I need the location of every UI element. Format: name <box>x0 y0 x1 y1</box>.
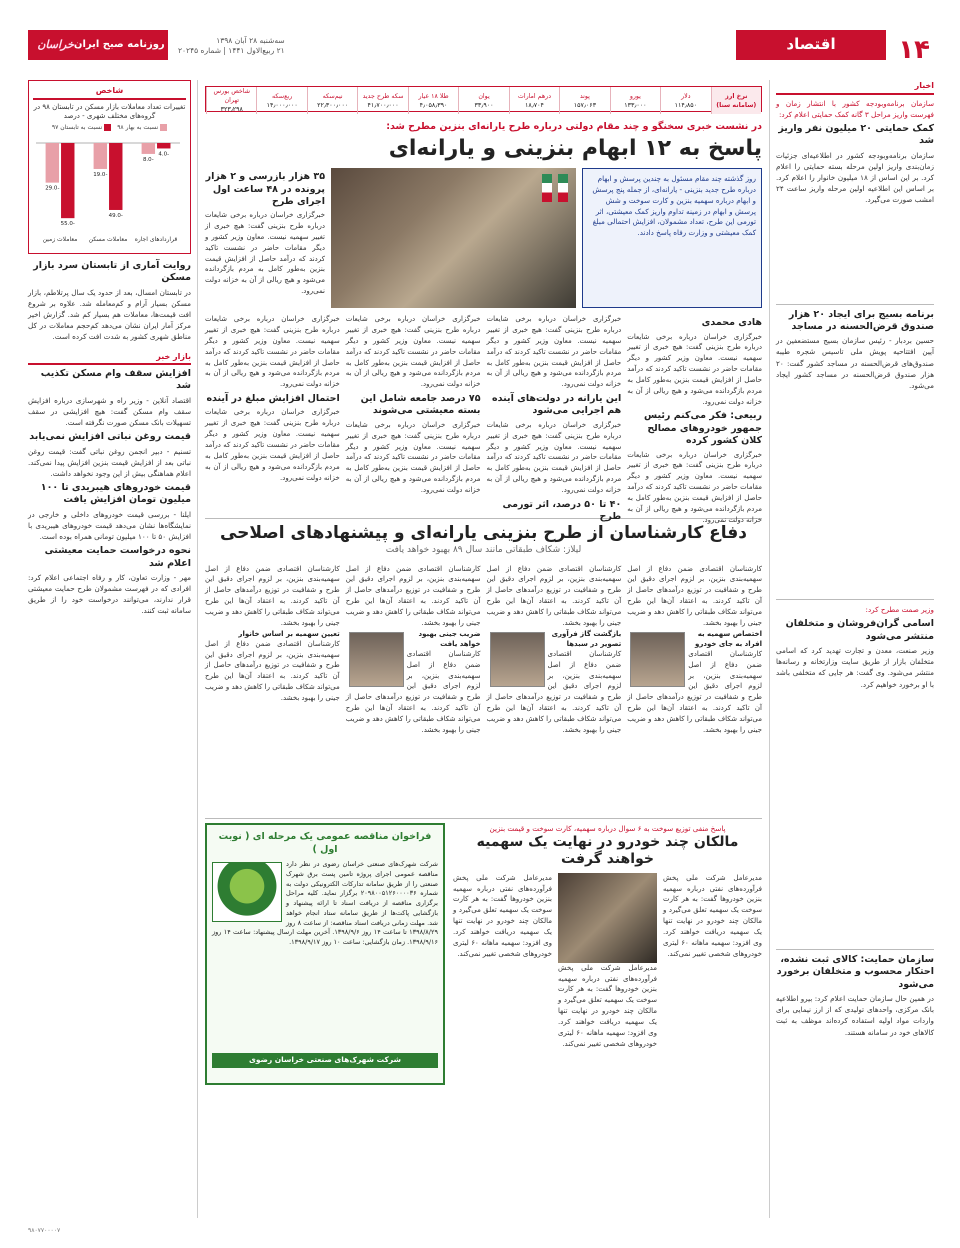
left-brief-2-text: اقتصاد آنلاین - وزیر راه و شهرسازی درباره افزایش سقف وام مسکن گفت: هیچ افزایشی در سقف تسهیلات بانک مسکن صورت نگرفته است. <box>28 395 191 428</box>
legend-swatch <box>160 124 167 131</box>
footer-code: ۹۸۰۷۷۰۰۰۰۷ <box>28 1227 61 1235</box>
brief-4-title: سازمان حمایت: کالای ثبت نشده، احتکار محسوب و متخلفان برخورد می‌شود <box>776 954 934 990</box>
expert-caption-3: ضریب جینی بهبود خواهد یافت <box>418 629 481 648</box>
left-brief-3-text: تسنیم - دبیر انجمن روغن نباتی گفت: قیمت روغن نباتی بعد از افزایش قیمت بنزین افزایش پیدا نمی‌کند. اعلام هماهنگی بیش از این وجود نخواهد داشت. <box>28 446 191 478</box>
expert-portrait <box>490 632 545 687</box>
lead-col-4-text-b: خبرگزاری خراسان درباره برخی شایعات درباره طرح بنزینی گفت: هیچ خبری از تغییر سهمیه نیست. معاون وزیر کشور و دیگر مقامات حاضر در نشست تاکید کردند که درآمد حاصل از افزایش قیمت بنزین به‌طور کامل به مردم بازگردانده می‌شود و هیچ ریالی از آن به خزانه دولت نمی‌رود. <box>205 408 340 482</box>
chart-category-label: معاملات مسکن <box>88 236 128 244</box>
ticker-item-value: ۴٫۰۵۸٫۳۹۰ <box>419 101 448 109</box>
press-conference-photo <box>331 168 576 308</box>
section-title: اقتصاد <box>736 30 886 60</box>
second-text: کارشناسان اقتصادی ضمن دفاع از اصل سهمیه‌بندی بنزین، بر لزوم اجرای دقیق این طرح و شفافیت در توزیع درآمدهای حاصل از آن تاکید کردند. به اعتقاد آن‌ها این طرح می‌تواند شکاف طبقاتی را کاهش دهد و ضریب جینی را بهبود بخشد. <box>205 639 340 702</box>
lead-col-1-text: خبرگزاری خراسان درباره برخی شایعات درباره طرح بنزینی گفت: هیچ خبری از تغییر سهمیه نیست. معاون وزیر کشور و دیگر مقامات حاضر در نشست تاکید کردند که درآمد حاصل از افزایش قیمت بنزین به‌طور کامل به مردم بازگردانده می‌شود و هیچ ریالی از آن به خزانه دولت نمی‌رود. <box>627 332 762 406</box>
flag-icon <box>542 174 552 202</box>
index-kicker: شاخص <box>33 85 186 100</box>
divider <box>776 599 934 600</box>
chart-category-label: قراردادهای اجاره <box>134 236 178 244</box>
expert-caption-4: تعیین سهمیه بر اساس خانوار <box>238 629 340 638</box>
left-brief-1-text: در تابستان امسال، بعد از حدود یک سال پرتلاطم، بازار مسکن بسیار آرام و کم‌معامله شد. علاوه بر شروع افت قیمت‌ها، معاملات هم بسیار کم شد. گزارش اخیر مرکز آمار ایران نشان می‌دهد کم‌حجم معاملات در کل مناطق شهری کشور به شدت افت کرده است. <box>28 287 191 342</box>
third-story <box>453 823 762 1093</box>
third-body <box>453 873 762 1093</box>
news-kicker: اخبار <box>776 80 934 95</box>
chart-data-label: -49.0 <box>108 213 123 220</box>
divider <box>776 304 934 305</box>
brief-2-text: حسین بردبار - رئیس سازمان بسیج مستضعفین در آیین افتتاحیه پویش ملی تاسیس شجره طیبه صندوق‌های قرض‌الحسنه در مساجد کشور گفت: ۲۰ هزار صندوق قرض‌الحسنه در مساجد کشور ایجاد می‌شود. <box>776 336 934 390</box>
brand-name: روزنامه صبح ایران <box>73 38 165 50</box>
lead-sub-6: احتمال افزایش مبلغ در آینده <box>206 393 340 405</box>
third-text: مدیرعامل شرکت ملی پخش فرآورده‌های نفتی درباره سهمیه بنزین خودروها گفت: به هر کارت سوخت یک سهمیه تعلق می‌گیرد و مالکان چند خودرو در نهایت تنها یک سهمیه دریافت خواهند کرد. وی افزود: سهمیه ماهانه ۶۰ لیتری خودروهای شخصی تغییر نمی‌کند. <box>453 873 552 958</box>
expert-portrait <box>630 632 685 687</box>
brief-3-text: وزیر صنعت، معدن و تجارت تهدید کرد که اسامی متخلفان بازار از طریق سایت وزارتخانه و رسانه‌ها منتشر می‌شود. وی گفت: هر جایی که متخلفی باشد با او برخورد خواهیم کرد. <box>776 646 934 689</box>
brief-4-text: در همین حال سازمان حمایت اعلام کرد: بیرو اطلاعیه بانک مرکزی، واحدهای تولیدی که از ارز نیمایی برای واردات مواد اولیه استفاده کرده‌اند موظف به ثبت کالاهای خود در سامانه هستند. <box>776 994 934 1037</box>
legend-label: نسبت به بهار ۹۸ <box>117 123 159 131</box>
expert-portrait <box>349 632 404 687</box>
ticker-item-value: ۳۳٫۹۰۰ <box>474 101 494 109</box>
brand-bar <box>28 30 168 60</box>
ticker-item-value: ۳۲۳٫۲۹۸ <box>220 106 243 114</box>
second-text: کارشناسان اقتصادی ضمن دفاع از اصل سهمیه‌بندی بنزین، بر لزوم اجرای دقیق این طرح و شفافیت در توزیع درآمدهای حاصل از آن تاکید کردند. به اعتقاد آن‌ها این طرح می‌تواند شکاف طبقاتی را کاهش دهد و ضریب جینی را بهبود بخشد. <box>345 564 481 627</box>
ticker-item-label: ربع‌سکه <box>272 92 293 100</box>
divider <box>205 818 762 819</box>
left-brief-1-title: روایت آماری از تابستان سرد بازار مسکن <box>33 260 191 284</box>
ticker-head-sub: (سامانه سنا) <box>716 101 757 109</box>
brief-3-kicker: وزیر صمت مطرح کرد: <box>865 605 934 615</box>
brand-sub: خراسان <box>37 38 74 52</box>
third-kicker: پاسخ منفی توزیع سوخت به ۶ سوال درباره سهمیه، کارت سوخت و قیمت بنزین <box>489 823 726 833</box>
lead-sub-1: ۳۵ هزار بازرسی و ۲ هزار پرونده در ۴۸ ساعت اول اجرای طرح <box>205 171 325 207</box>
lead-mid <box>331 168 576 308</box>
lead-side-col <box>205 168 325 308</box>
second-col-4 <box>205 564 340 814</box>
lead-body-columns <box>205 314 762 524</box>
chart-bar <box>61 143 74 218</box>
ticker-item-value: ۲۲٫۳۰۰٫۰۰۰ <box>317 101 349 109</box>
page-number: ۱۴ <box>898 35 930 65</box>
third-photo-col <box>558 873 657 1093</box>
lead-col-2 <box>487 314 622 525</box>
lead-sub-5: ۷۵ درصد جامعه شامل این بسته معیشتی می‌شوند <box>360 393 481 417</box>
ticker-item-value: ۴۱٫۷۰۰٫۰۰۰ <box>367 101 399 109</box>
second-text: کارشناسان اقتصادی ضمن دفاع از اصل سهمیه‌بندی بنزین، بر لزوم اجرای دقیق این طرح و شفافیت در توزیع درآمدهای حاصل از آن تاکید کردند. به اعتقاد آن‌ها این طرح می‌تواند شکاف طبقاتی را کاهش دهد و ضریب جینی را بهبود بخشد. <box>627 564 762 627</box>
lead-sub-4: این یارانه در دولت‌های آینده هم اجرایی می‌شود <box>492 393 622 417</box>
brief-3-title: اسامی گران‌فروشان و متخلفان منتشر می‌شود <box>785 618 934 642</box>
chart-bar <box>46 143 59 183</box>
lead-sub-2: ربیعی: فکر می‌کنم رئیس جمهور خودروهای مصالح کلان کشور کرده <box>644 410 762 447</box>
divider <box>776 949 934 950</box>
ticker-item-value: ۱۵۷٫۰۶۳ <box>573 101 597 109</box>
second-headline: دفاع کارشناسان از طرح بنزینی یارانه‌ای و پیشنهادهای اصلاحی <box>219 523 748 544</box>
tender-ad[interactable] <box>205 823 445 1085</box>
ticker-item-value: ۱۸٫۷۰۴ <box>524 101 544 109</box>
second-text: کارشناسان اقتصادی ضمن دفاع از اصل سهمیه‌بندی بنزین، بر لزوم اجرای دقیق این طرح و شفافیت در توزیع درآمدهای حاصل از آن تاکید کردند. به اعتقاد آن‌ها این طرح می‌تواند شکاف طبقاتی را کاهش دهد و ضریب جینی را بهبود بخشد. <box>205 564 340 627</box>
third-text: مدیرعامل شرکت ملی پخش فرآورده‌های نفتی درباره سهمیه بنزین خودروها گفت: به هر کارت سوخت یک سهمیه تعلق می‌گیرد و مالکان چند خودرو در نهایت تنها یک سهمیه دریافت خواهند کرد. وی افزود: سهمیه ماهانه ۶۰ لیتری خودروهای شخصی تغییر نمی‌کند. <box>663 873 762 958</box>
second-text: کارشناسان اقتصادی ضمن دفاع از اصل سهمیه‌بندی بنزین، بر لزوم اجرای دقیق این طرح و شفافیت در توزیع درآمدهای حاصل از آن تاکید کردند. به اعتقاد آن‌ها این طرح می‌تواند شکاف طبقاتی را کاهش دهد و ضریب جینی را بهبود بخشد. <box>627 649 762 734</box>
ticker-item-label: پوند <box>579 92 590 100</box>
lead-col-1-text-b: خبرگزاری خراسان درباره برخی شایعات درباره طرح بنزینی گفت: هیچ خبری از تغییر سهمیه نیست. معاون وزیر کشور و دیگر مقامات حاضر در نشست تاکید کردند که درآمد حاصل از افزایش قیمت بنزین به‌طور کامل به مردم بازگردانده می‌شود و هیچ ریالی از آن به خزانه دولت نمی‌رود. <box>627 450 762 524</box>
legend-item-1 <box>52 124 111 133</box>
flag-icon <box>558 174 568 202</box>
expert-caption-1: اختصاص سهمیه به افراد به جای خودرو <box>694 629 762 648</box>
third-headline: مالکان چند خودرو در نهایت یک سهمیه خواهند گرفت <box>476 833 739 868</box>
ticker-item-value: ۱۱۴٫۸۵۰ <box>674 101 697 109</box>
chart-bar <box>142 143 155 154</box>
chart-data-label: -55.0 <box>60 221 75 228</box>
ad-footer: شرکت شهرک‌های صنعتی خراسان رضوی <box>212 1053 438 1068</box>
lead-col-4 <box>205 314 340 525</box>
lead-col-4-text: خبرگزاری خراسان درباره برخی شایعات درباره طرح بنزینی گفت: هیچ خبری از تغییر سهمیه نیست. معاون وزیر کشور و دیگر مقامات حاضر در نشست تاکید کردند که درآمد حاصل از افزایش قیمت بنزین به‌طور کامل به مردم بازگردانده می‌شود و هیچ ریالی از آن به خزانه دولت نمی‌رود. <box>205 315 340 389</box>
ticker-item-value: ۱۳۳٫۰۰۰ <box>624 101 647 109</box>
right-column <box>769 80 934 1218</box>
ticker-item-label: یوان <box>478 92 490 100</box>
left-brief-5-text: مهر - وزارت تعاون، کار و رفاه اجتماعی اعلام کرد: افرادی که در فهرست مشمولان طرح حمایت معیشتی قرار ندارند، می‌توانند درخواست خود را از طریق سامانه ثبت کنند. <box>28 572 191 616</box>
third-text: مدیرعامل شرکت ملی پخش فرآورده‌های نفتی درباره سهمیه بنزین خودروها گفت: به هر کارت سوخت یک سهمیه تعلق می‌گیرد و مالکان چند خودرو در نهایت تنها یک سهمیه دریافت خواهند کرد. وی افزود: سهمیه ماهانه ۶۰ لیتری خودروهای شخصی تغییر نمی‌کند. <box>558 963 657 1048</box>
ticker-item-label: درهم امارات <box>517 92 552 100</box>
ticker-head-label: نرخ ارز <box>725 92 748 100</box>
brief-2-title: برنامه بسیج برای ایجاد ۲۰ هزار صندوق قرض‌الحسنه در مساجد <box>788 308 934 332</box>
lead-summary-box: روز گذشته چند مقام مسئول به چندین پرسش و ابهام درباره طرح جدید بنزینی - یارانه‌ای، از جمله پنج پرسش و ابهام درباره سهمیه بنزین و کارت سوخت و شش پرسش و ابهام در زمینه تداوم واریز کمک معیشتی، اثر تورمی این طرح، تعداد مشمولان، افزایش احتمالی مبلغ کمک معیشتی و وزارت رفاه پاسخ دادند. <box>582 168 762 308</box>
lead-kicker: در نشست خبری سخنگو و چند مقام دولتی درباره طرح یارانه‌ای بنزین مطرح شد: <box>386 121 762 132</box>
date-line-2: ۲۱ ربیع‌الاول ۱۴۴۱ | شماره ۲۰۲۴۵ <box>178 46 285 56</box>
ticker-item-label: دلار <box>681 92 691 100</box>
left-brief-4-title: قیمت خودروهای هیبریدی تا ۱۰۰ میلیون تومان افزایش یافت <box>40 482 191 506</box>
masthead <box>28 30 934 66</box>
chart-data-label: -8.0 <box>142 157 154 164</box>
second-col-1 <box>627 564 762 814</box>
left-brief-3-title: قیمت روغن نباتی افزایش نمی‌یابد <box>29 431 191 443</box>
lead-col-2-text-b: خبرگزاری خراسان درباره برخی شایعات درباره طرح بنزینی گفت: هیچ خبری از تغییر سهمیه نیست. معاون وزیر کشور و دیگر مقامات حاضر در نشست تاکید کردند که درآمد حاصل از افزایش قیمت بنزین به‌طور کامل به مردم بازگردانده می‌شود و هیچ ریالی از آن به خزانه دولت نمی‌رود. <box>486 420 622 494</box>
expert-caption-2: بازگشت گاز فرآوری تصویر در سبدها <box>551 629 622 648</box>
chart-bar <box>94 143 107 169</box>
date-line-1: سه‌شنبه ۲۸ آبان ۱۳۹۸ <box>216 36 285 45</box>
ticker-item-label: سکه طرح جدید <box>362 92 404 100</box>
second-byline: لیلاز: شکاف طبقاتی مانند سال ۸۹ بهبود خواهد یافت <box>385 545 582 556</box>
chart-data-label: -29.0 <box>45 186 60 193</box>
left-brief-2-title: افزایش سقف وام مسکن تکذیب شد <box>40 368 191 392</box>
second-body <box>205 564 762 814</box>
chart-bar <box>109 143 122 210</box>
brief-1-text: سازمان برنامه‌وبودجه کشور در اطلاعیه‌ای جزئیات زمان‌بندی واریز اولین مرحله بسته حمایتی را اعلام کرد. بر این اساس از ۱۸ میلیون خانوار را اعلام کرد. بر اساس این اطلاعیه اولین مرحله واریز ساعت ۲۴ امشب صورت می‌گیرد. <box>776 150 934 205</box>
second-col-2 <box>487 564 622 814</box>
housing-chart-box <box>28 80 191 254</box>
chart-legend <box>33 124 186 133</box>
ticker-item-label: نیم‌سکه <box>322 92 343 100</box>
legend-item-0 <box>117 124 167 133</box>
ad-title: فراخوان مناقصه عمومی یک مرحله ای ( نوبت اول ) <box>218 830 432 856</box>
left-brief-4-text: ایلنا - بررسی قیمت خودروهای داخلی و خارجی در نمایشگاه‌ها نشان می‌دهد قیمت خودروهای هیبریدی با افزایش ۵۰ تا ۱۰۰ میلیون تومانی همراه بوده است. <box>28 509 191 542</box>
ticker-item-label: شاخص بورس تهران <box>213 88 251 105</box>
dateline <box>178 36 285 56</box>
lead-col-3-text-b: خبرگزاری خراسان درباره برخی شایعات درباره طرح بنزینی گفت: هیچ خبری از تغییر سهمیه نیست. معاون وزیر کشور و دیگر مقامات حاضر در نشست تاکید کردند که درآمد حاصل از افزایش قیمت بنزین به‌طور کامل به مردم بازگردانده می‌شود و هیچ ریالی از آن به خزانه دولت نمی‌رود. <box>345 420 481 494</box>
chart-category-label: معاملات زمین <box>42 236 78 244</box>
bottom-row <box>205 823 762 1093</box>
second-col-3 <box>346 564 481 814</box>
left-column <box>28 80 198 1218</box>
center-content <box>205 80 762 1218</box>
ticker-item-value: ۱۴٫۰۰۰٫۰۰۰ <box>266 101 298 109</box>
lead-top-row <box>205 168 762 308</box>
second-text: کارشناسان اقتصادی ضمن دفاع از اصل سهمیه‌بندی بنزین، بر لزوم اجرای دقیق این طرح و شفافیت در توزیع درآمدهای حاصل از آن تاکید کردند. به اعتقاد آن‌ها این طرح می‌تواند شکاف طبقاتی را کاهش دهد و ضریب جینی را بهبود بخشد. <box>486 649 622 734</box>
ticker-spacer <box>205 80 762 120</box>
lead-side-text: خبرگزاری خراسان درباره برخی شایعات درباره طرح بنزینی گفت: هیچ خبری از تغییر سهمیه نیست. معاون وزیر کشور و دیگر مقامات حاضر در نشست تاکید کردند که درآمد حاصل از افزایش قیمت بنزین به‌طور کامل به مردم بازگردانده می‌شود و هیچ ریالی از آن به خزانه دولت نمی‌رود. <box>205 211 325 296</box>
fuel-station-photo <box>558 873 657 963</box>
brief-1-title: کمک حمایتی ۲۰ میلیون نفر واریز شد <box>778 122 934 147</box>
housing-bar-chart <box>30 135 186 245</box>
lead-col-2-text: خبرگزاری خراسان درباره برخی شایعات درباره طرح بنزینی گفت: هیچ خبری از تغییر سهمیه نیست. معاون وزیر کشور و دیگر مقامات حاضر در نشست تاکید کردند که درآمد حاصل از افزایش قیمت بنزین به‌طور کامل به مردم بازگردانده می‌شود و هیچ ریالی از آن به خزانه دولت نمی‌رود. <box>486 315 622 389</box>
lead-headline: پاسخ به ۱۲ ابهام بنزینی و یارانه‌ای <box>388 135 762 161</box>
chart-data-label: -4.0 <box>158 151 170 158</box>
market-kicker: بازار خبر <box>28 351 191 366</box>
lead-col-1 <box>627 314 762 525</box>
lead-byline: هادی محمدی <box>701 317 762 329</box>
ticker-item-label: یورو <box>629 92 641 100</box>
industrial-estates-logo-icon <box>212 862 282 922</box>
lead-col-3 <box>346 314 481 525</box>
ticker-item-label: طلا ۱۸ عیار <box>418 92 449 100</box>
chart-title: تغییرات تعداد معاملات بازار مسکن در تابستان ۹۸ در گروه‌های مختلف شهری - درصد <box>33 102 186 120</box>
ad-text: شرکت شهرک‌های صنعتی خراسان رضوی در نظر دارد مناقصه عمومی اجرای پروژه تامین پست برق شهرک صنعتی را از طریق سامانه تدارکات الکترونیکی دولت به شماره ۲۰۹۸۰۰۵۱۲۶۰۰۰۰۳۶ برگزار نماید. کلیه مراحل برگزاری مناقصه از دریافت اسناد تا ارائه پیشنهاد و بازگشایی پاکت‌ها از طریق سامانه ستاد انجام خواهد شد. مهلت زمانی دریافت اسناد مناقصه: از ساعت ۸ روز ۱۳۹۸/۸/۲۹ تا ساعت ۱۴ روز ۱۳۹۸/۹/۶. آخرین مهلت ارسال پیشنهاد: ساعت ۱۴ روز ۱۳۹۸/۹/۱۶. زمان بازگشایی: ساعت ۱۰ روز ۱۳۹۸/۹/۱۷. <box>212 860 438 947</box>
lead-sub-3: ۴۰ تا ۵۰ درصد، اثر تورمی طرح <box>502 498 622 523</box>
lead-col-3-text: خبرگزاری خراسان درباره برخی شایعات درباره طرح بنزینی گفت: هیچ خبری از تغییر سهمیه نیست. معاون وزیر کشور و دیگر مقامات حاضر در نشست تاکید کردند که درآمد حاصل از افزایش قیمت بنزین به‌طور کامل به مردم بازگردانده می‌شود و هیچ ریالی از آن به خزانه دولت نمی‌رود. <box>345 315 481 389</box>
second-text: کارشناسان اقتصادی ضمن دفاع از اصل سهمیه‌بندی بنزین، بر لزوم اجرای دقیق این طرح و شفافیت در توزیع درآمدهای حاصل از آن تاکید کردند. به اعتقاد آن‌ها این طرح می‌تواند شکاف طبقاتی را کاهش دهد و ضریب جینی را بهبود بخشد. <box>345 649 481 734</box>
left-brief-5-title: نحوه درخواست حمایت معیشتی اعلام شد <box>44 545 191 569</box>
second-text: کارشناسان اقتصادی ضمن دفاع از اصل سهمیه‌بندی بنزین، بر لزوم اجرای دقیق این طرح و شفافیت در توزیع درآمدهای حاصل از آن تاکید کردند. به اعتقاد آن‌ها این طرح می‌تواند شکاف طبقاتی را کاهش دهد و ضریب جینی را بهبود بخشد. <box>486 564 622 627</box>
chart-bar <box>157 143 170 148</box>
brief-1-lead: سازمان برنامه‌وبودجه کشور با انتشار زمان و فهرست واریز مراحل ۳ گانه کمک حمایتی اعلام کرد: <box>776 98 934 119</box>
legend-label: نسبت به تابستان ۹۷ <box>51 123 103 131</box>
chart-data-label: -19.0 <box>93 172 108 179</box>
legend-swatch <box>104 124 111 131</box>
